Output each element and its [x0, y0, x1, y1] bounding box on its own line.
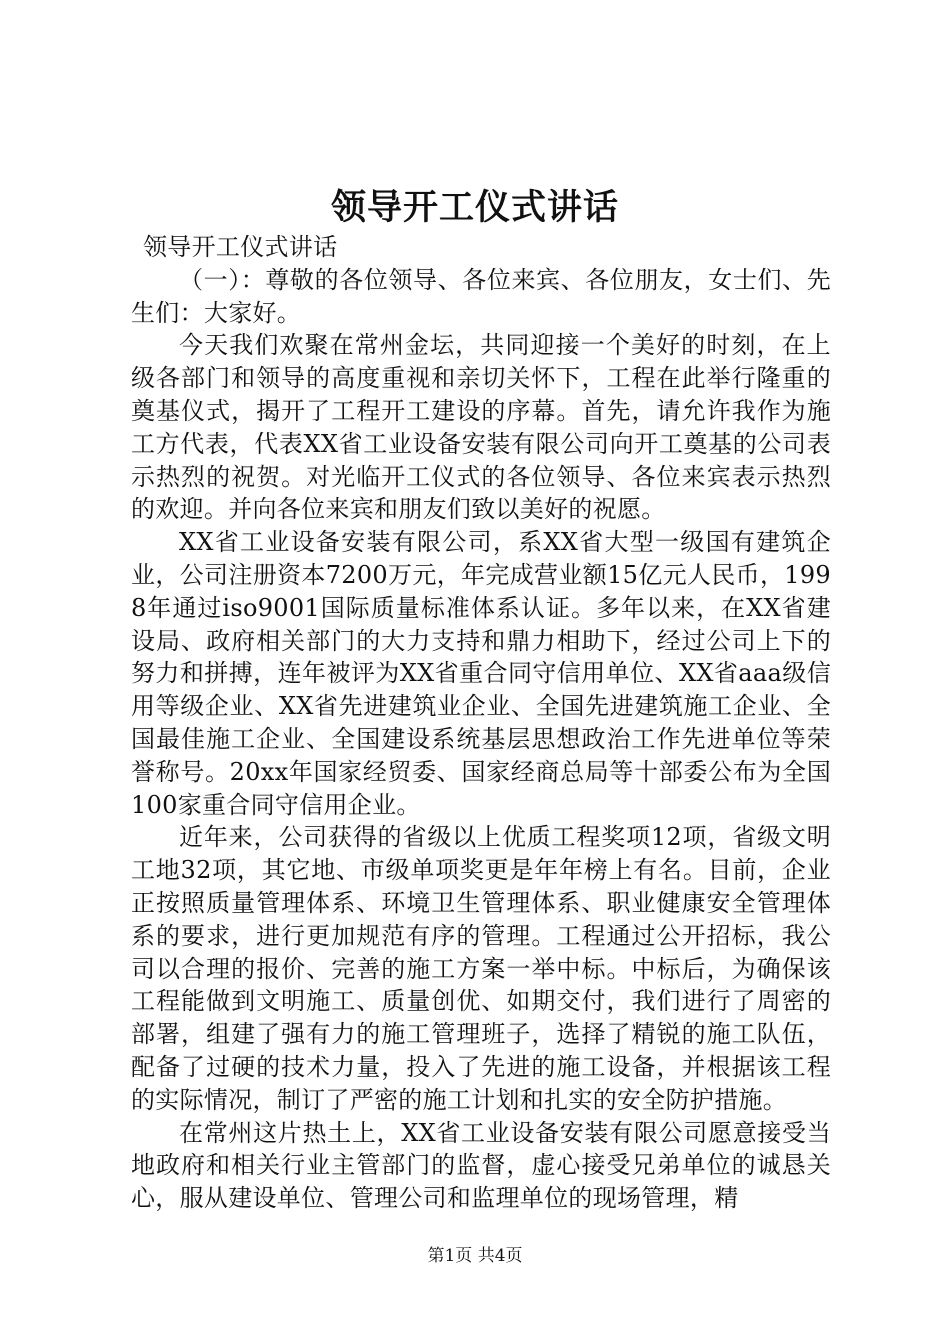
paragraph-heading: 领导开工仪式讲话: [143, 233, 338, 261]
page-footer: 第1页 共4页: [427, 1246, 523, 1266]
paragraph-greeting: （一）：尊敬的各位领导、各位来宾、各位朋友，女士们、先生们：大家好。: [131, 265, 831, 327]
paragraph: XX省工业设备安装有限公司，系XX省大型一级国有建筑企业，公司注册资本7200万元，年完成营业额15亿元人民币，1998年通过iso9001国际质量标准体系认证。多年以来，在XX省建设局、政府相关部门的大力支持和鼎力相助下，经过公司上下的努力和拼搏，连年被评为XX省重合同守信用单位、XX省aaa级信用等级企业、XX省先进建筑业企业、全国先进建筑施工企业、全国最佳施工企业、全国建设系统基层思想政治工作先进单位等荣誉称号。20xx年国家经贸委、国家经商总局等十部委公布为全国100家重合同守信用企业。: [131, 528, 831, 819]
paragraph: 今天我们欢聚在常州金坛，共同迎接一个美好的时刻，在上级各部门和领导的高度重视和亲切关怀下，工程在此举行隆重的奠基仪式，揭开了工程开工建设的序幕。首先，请允许我作为施工方代表，代表XX省工业设备安装有限公司向开工奠基的公司表示热烈的祝贺。对光临开工仪式的各位领导、各位来宾表示热烈的欢迎。并向各位来宾和朋友们致以美好的祝愿。: [131, 331, 831, 524]
document-body: [131, 231, 831, 1215]
paragraph: 近年来，公司获得的省级以上优质工程奖项12项，省级文明工地32项，其它地、市级单项奖更是年年榜上有名。目前，企业正按照质量管理体系、环境卫生管理体系、职业健康安全管理体系的要求，进行更加规范有序的管理。工程通过公开招标，我公司以合理的报价、完善的施工方案一举中标。中标后，为确保该工程能做到文明施工、质量创优、如期交付，我们进行了周密的部署，组建了强有力的施工管理班子，选择了精锐的施工队伍，配备了过硬的技术力量，投入了先进的施工设备，并根据该工程的实际情况，制订了严密的施工计划和扎实的安全防护措施。: [131, 823, 831, 1114]
paragraph: 在常州这片热土上，XX省工业设备安装有限公司愿意接受当地政府和相关行业主管部门的监督，虚心接受兄弟单位的诚恳关心，服从建设单位、管理公司和监理单位的现场管理，精: [131, 1118, 831, 1213]
document-title: 领导开工仪式讲话: [330, 187, 619, 228]
